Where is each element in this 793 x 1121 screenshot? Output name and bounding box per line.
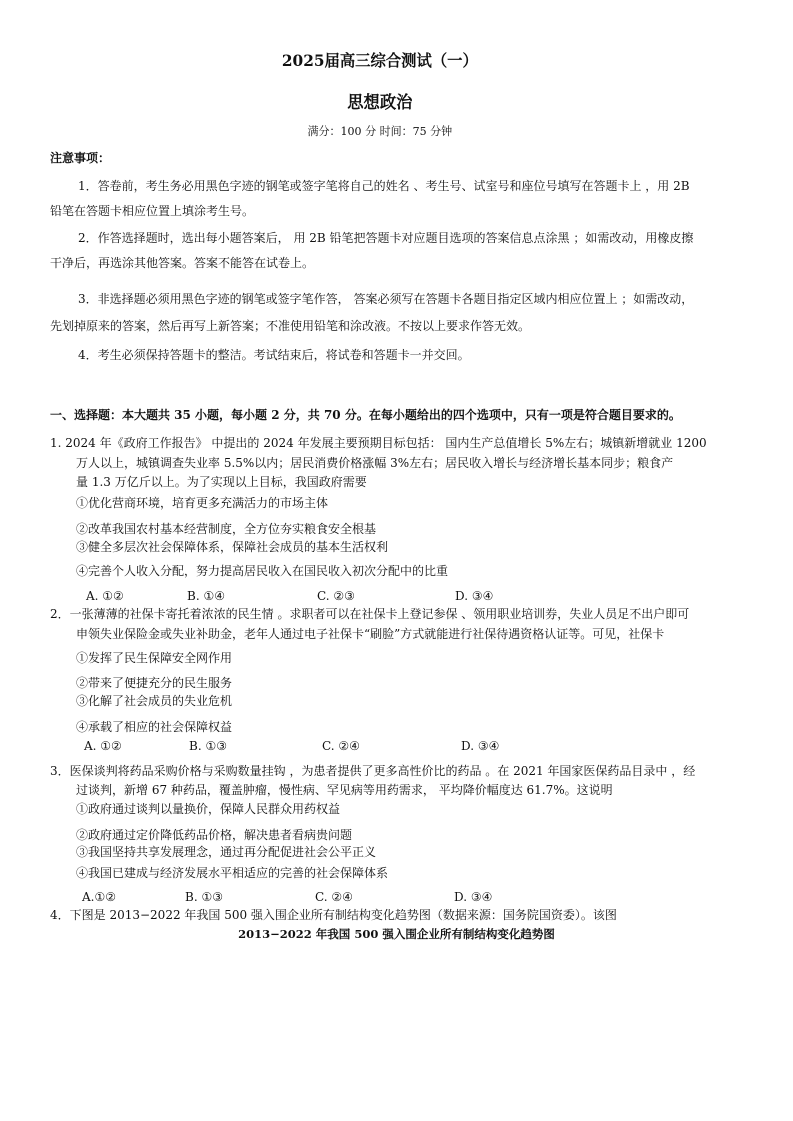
q3-option-c[interactable]: C. ②④ <box>315 890 353 904</box>
q2-option-d[interactable]: D. ③④ <box>461 739 500 753</box>
notice-item-2-line-2: 干净后，再选涂其他答案。答案不能答在试卷上。 <box>50 256 315 270</box>
q2-statement-1: ①发挥了民生保障安全网作用 <box>76 651 233 665</box>
q2-stem-line-2: 申领失业保险金或失业补助金，老年人通过电子社保卡“刷脸”方式就能进行社保待遇资格认证等。可见，社保卡 <box>76 627 665 641</box>
q1-stem-line-1: 1. 2024 年《政府工作报告》 中提出的 2024 年发展主要预期目标包括： 国内生产总值增长 5%左右；城镇新增就业 1200 <box>50 436 707 450</box>
notice-item-1-line-2: 铅笔在答题卡相应位置上填涂考生号。 <box>50 204 255 218</box>
q1-statement-1: ①优化营商环境，培育更多充满活力的市场主体 <box>76 496 329 510</box>
q1-statement-4: ④完善个人收入分配，努力提高居民收入在国民收入初次分配中的比重 <box>76 564 449 578</box>
notice-item-2-line-1: 2．作答选择题时，选出每小题答案后， 用 2B 铅笔把答题卡对应题目选项的答案信息点涂黑 ；如需改动，用橡皮擦 <box>78 231 694 245</box>
q1-stem-line-2: 万人以上，城镇调查失业率 5.5%以内；居民消费价格涨幅 3%左右；居民收入增长与经济增长基本同步；粮食产 <box>76 456 674 470</box>
q2-option-b[interactable]: B. ①③ <box>189 739 227 753</box>
q1-option-b[interactable]: B. ①④ <box>187 589 225 603</box>
q1-option-c[interactable]: C. ②③ <box>317 589 355 603</box>
notice-item-4: 4．考生必须保持答题卡的整洁。考试结束后，将试卷和答题卡一并交回。 <box>78 348 470 362</box>
q3-statement-4: ④我国已建成与经济发展水平相适应的完善的社会保障体系 <box>76 866 389 880</box>
q1-option-d[interactable]: D. ③④ <box>455 589 494 603</box>
notice-item-1-line-1: 1．答卷前，考生务必用黑色字迹的钢笔或签字笔将自己的姓名 、考生号、试室号和座位号填写在答题卡上 ，用 2B <box>78 179 690 193</box>
notice-item-3-line-1: 3．非选择题必须用黑色字迹的钢笔或签字笔作答， 答案必须写在答题卡各题目指定区域内相应位置上 ；如需改动， <box>78 292 694 306</box>
q1-option-a[interactable]: A. ①② <box>86 589 124 603</box>
q1-statement-3: ③健全多层次社会保障体系，保障社会成员的基本生活权利 <box>76 540 389 554</box>
section-1-heading: 一、选择题：本大题共 35 小题，每小题 2 分，共 70 分。在每小题给出的四个选项中，只有一项是符合题目要求的。 <box>50 408 681 422</box>
q2-statement-4: ④承载了相应的社会保障权益 <box>76 720 233 734</box>
q3-option-d[interactable]: D. ③④ <box>454 890 493 904</box>
q4-chart-title: 2013−2022 年我国 500 强入围企业所有制结构变化趋势图 <box>238 927 555 941</box>
exam-meta: 满分：100 分 时间：75 分钟 <box>307 124 453 138</box>
q3-statement-3: ③我国坚持共享发展理念，通过再分配促进社会公平正义 <box>76 845 377 859</box>
q4-stem-line-1: 4．下图是 2013−2022 年我国 500 强入围企业所有制结构变化趋势图（数据来源：国务院国资委）。该图 <box>50 908 617 922</box>
q2-statement-2: ②带来了便捷充分的民生服务 <box>76 676 233 690</box>
q2-option-a[interactable]: A. ①② <box>84 739 122 753</box>
q3-stem-line-2: 过谈判，新增 67 种药品，覆盖肿瘤，慢性病、罕见病等用药需求， 平均降价幅度达 61.7%。这说明 <box>76 783 613 797</box>
q3-option-b[interactable]: B. ①③ <box>185 890 223 904</box>
q1-statement-2: ②改革我国农村基本经营制度，全方位夯实粮食安全根基 <box>76 522 377 536</box>
notice-item-3-line-2: 先划掉原来的答案，然后再写上新答案；不准使用铅笔和涂改液。不按以上要求作答无效。 <box>50 319 531 333</box>
q2-stem-line-1: 2．一张薄薄的社保卡寄托着浓浓的民生情 。求职者可以在社保卡上登记参保 、领用职业培训券，失业人员足不出户即可 <box>50 607 690 621</box>
notice-heading: 注意事项： <box>50 151 111 165</box>
q3-statement-1: ①政府通过谈判以量换价，保障人民群众用药权益 <box>76 802 341 816</box>
q3-stem-line-1: 3．医保谈判将药品采购价格与采购数量挂钩 ，为患者提供了更多高性价比的药品 。在 2021 年国家医保药品目录中 ，经 <box>50 764 696 778</box>
exam-title: 2025届高三综合测试（一） <box>281 51 478 70</box>
q3-statement-2: ②政府通过定价降低药品价格，解决患者看病贵问题 <box>76 828 353 842</box>
q3-option-a[interactable]: A.①② <box>82 890 116 904</box>
q1-stem-line-3: 量 1.3 万亿斤以上。为了实现以上目标，我国政府需要 <box>76 475 367 489</box>
q2-option-c[interactable]: C. ②④ <box>322 739 360 753</box>
subject-title: 思想政治 <box>347 93 413 113</box>
q2-statement-3: ③化解了社会成员的失业危机 <box>76 694 233 708</box>
